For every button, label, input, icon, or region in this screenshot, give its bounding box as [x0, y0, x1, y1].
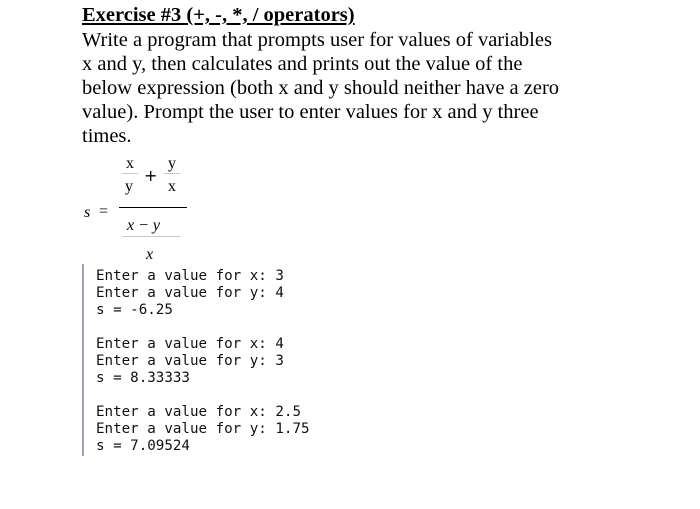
- inner-fraction-bar-right: [164, 173, 180, 174]
- inner-denominator-left: y: [125, 178, 133, 195]
- console-line: s = 8.33333: [96, 370, 190, 386]
- outer-numerator: x − y: [127, 217, 160, 234]
- outer-fraction-bar: [122, 236, 180, 237]
- description-line: x and y, then calculates and prints out the value of the: [82, 53, 523, 75]
- console-line: Enter a value for y: 4: [96, 285, 284, 301]
- inner-numerator-left: x: [126, 155, 134, 172]
- description-line: value). Prompt the user to enter values for x and y three: [82, 101, 539, 123]
- formula-lhs: s: [84, 204, 91, 221]
- console-line: s = 7.09524: [96, 438, 190, 454]
- console-line: Enter a value for y: 3: [96, 353, 284, 369]
- main-fraction-bar: [119, 207, 187, 208]
- console-line: s = -6.25: [96, 302, 173, 318]
- inner-numerator-right: y: [168, 155, 176, 172]
- exercise-title: Exercise #3 (+, -, *, / operators): [82, 4, 355, 26]
- description-line: Write a program that prompts user for values of variables: [82, 29, 552, 51]
- console-output: [82, 264, 384, 456]
- description-line: below expression (both x and y should neither have a zero: [82, 77, 560, 99]
- console-line: Enter a value for x: 4: [96, 336, 284, 352]
- formula-equals: =: [99, 203, 109, 220]
- console-line: Enter a value for x: 3: [96, 268, 284, 284]
- console-line: Enter a value for x: 2.5: [96, 404, 301, 420]
- description-line: times.: [82, 125, 132, 147]
- inner-plus: +: [144, 166, 158, 185]
- outer-denominator: x: [146, 246, 154, 263]
- inner-fraction-bar-left: [122, 173, 138, 174]
- console-line: Enter a value for y: 1.75: [96, 421, 310, 437]
- formula-expression: [84, 152, 194, 266]
- inner-denominator-right: x: [168, 178, 176, 195]
